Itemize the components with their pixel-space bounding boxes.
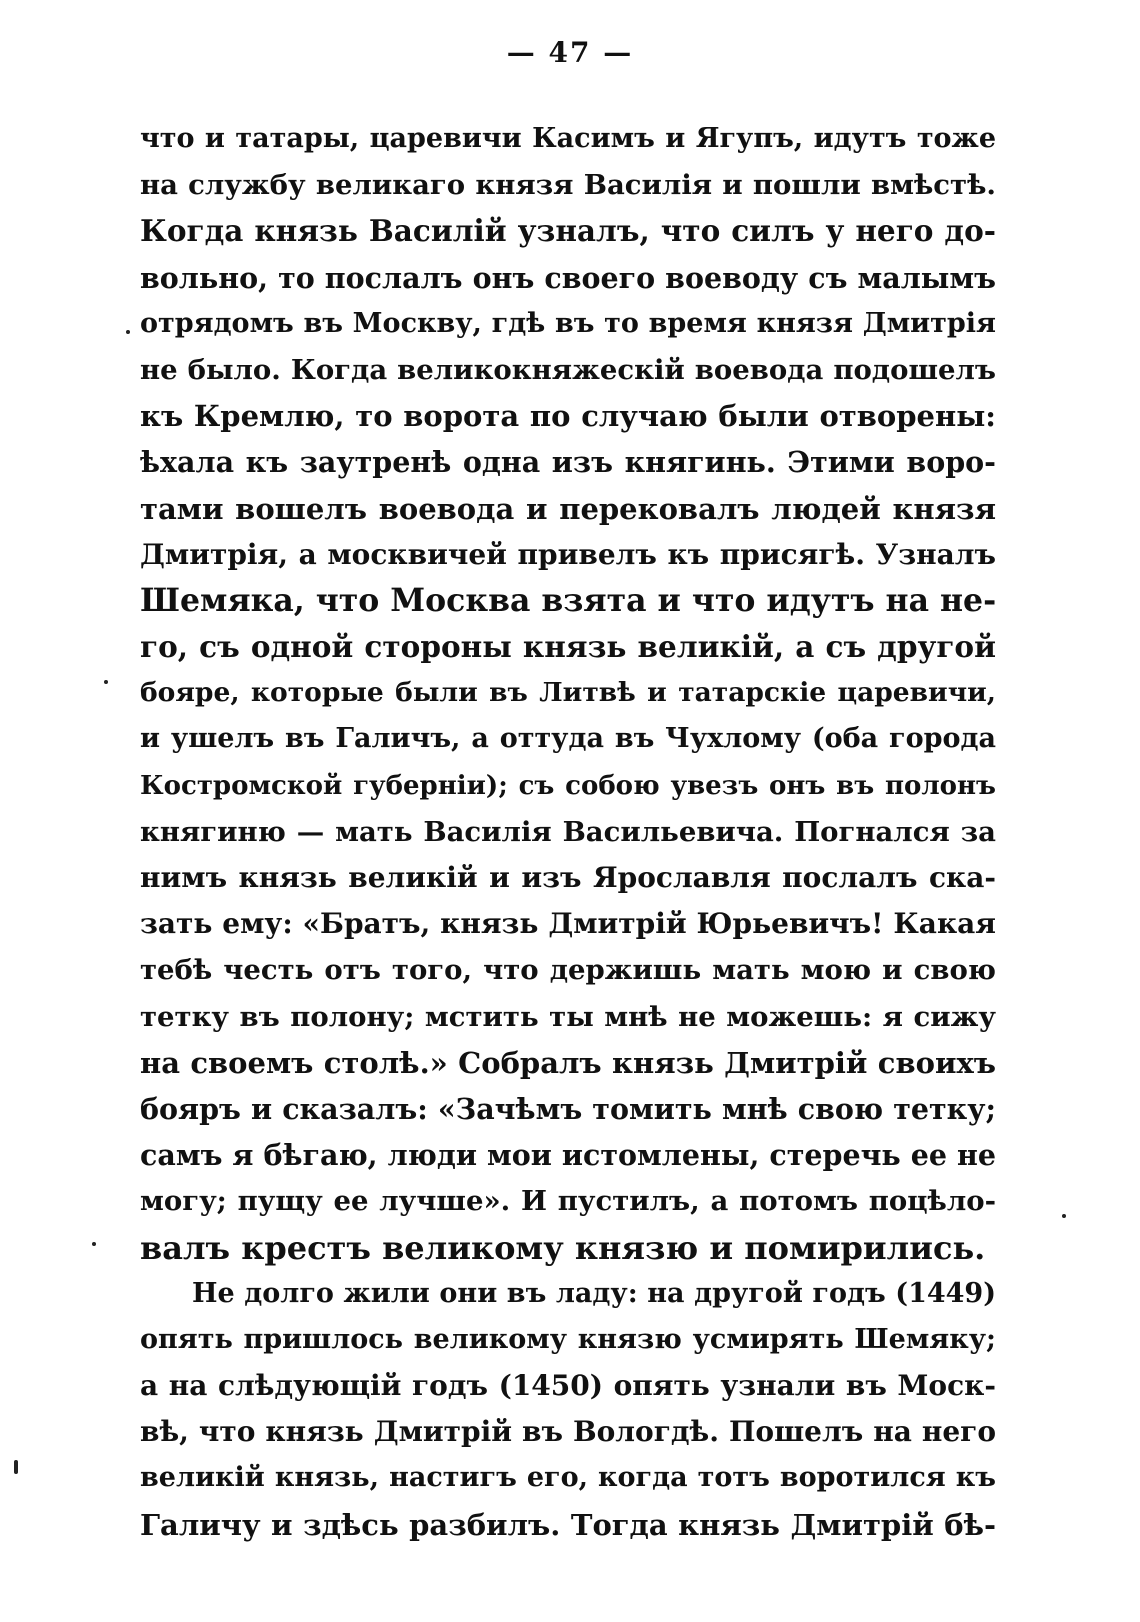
text-line: не было. Когда великокняжескій воевода подошелъ (140, 353, 996, 386)
text-line: и ушелъ въ Галичъ, а оттуда въ Чухлому (оба города (140, 723, 996, 755)
text-line: тами вошелъ воевода и перековалъ людей князя (140, 491, 996, 526)
body-text (140, 116, 996, 1548)
text-line: самъ я бѣгаю, люди мои истомлены, стеречь ее не (140, 1138, 996, 1173)
paragraph-end-line: валъ крестъ великому князю и помирились. (140, 1228, 986, 1267)
paragraph-start-line: Не долго жили они въ ладу: на другой годъ (1449) (192, 1277, 996, 1309)
text-line: на службу великаго князя Василія и пошли вмѣстѣ. (140, 169, 996, 202)
text-line: великій князь, настигъ его, когда тотъ воротился къ (140, 1462, 996, 1494)
scan-speck (104, 680, 108, 684)
text-line: вольно, то послалъ онъ своего воеводу съ малымъ (140, 260, 996, 295)
text-line: могу; пущу ее лучше». И пустилъ, а потомъ поцѣло- (140, 1185, 996, 1218)
text-line: бояръ и сказалъ: «Зачѣмъ томить мнѣ свою тетку; (140, 1091, 996, 1126)
text-line: Шемяка, что Москва взята и что идутъ на не- (140, 581, 996, 619)
text-line: тебѣ честь отъ того, что держишь мать мою и свою (140, 954, 996, 987)
text-line: бояре, которые были въ Литвѣ и татарскіе царевичи, (140, 677, 996, 709)
scan-speck (126, 330, 130, 334)
text-line: Когда князь Василій узналъ, что силъ у него до- (140, 213, 996, 249)
text-line: го, съ одной стороны князь великій, а съ другой (140, 629, 996, 665)
text-line: нимъ князь великій и изъ Ярославля послалъ ска- (140, 861, 996, 894)
text-line: а на слѣдующій годъ (1450) опять узнали въ Моск- (140, 1369, 996, 1403)
text-line: Галичу и здѣсь разбилъ. Тогда князь Дмитрій бѣ- (140, 1507, 996, 1542)
text-line: ѣхала къ заутренѣ одна изъ княгинь. Этими воро- (140, 445, 996, 480)
text-line: опять пришлось великому князю усмирять Шемяку; (140, 1323, 996, 1355)
text-line: къ Кремлю, то ворота по случаю были отворены: (140, 399, 996, 434)
text-line: Костромской губерніи); съ собою увезъ онъ въ полонъ (140, 770, 996, 801)
text-line: отрядомъ въ Москву, гдѣ въ то время князя Дмитрія (140, 307, 996, 339)
text-line: княгиню — мать Василія Васильевича. Погнался за (140, 815, 996, 848)
scan-speck (92, 1242, 96, 1246)
scan-speck (14, 1460, 18, 1474)
text-line: вѣ, что князь Дмитрій въ Вологдѣ. Пошелъ на него (140, 1415, 996, 1449)
text-line: зать ему: «Братъ, князь Дмитрій Юрьевичъ! Какая (140, 907, 996, 941)
text-line: Дмитрія, а москвичей привелъ къ присягѣ. Узналъ (140, 537, 996, 571)
text-line: тетку въ полону; мстить ты мнѣ не можешь: я сижу (140, 1000, 996, 1033)
page-number: — 47 — (506, 36, 634, 69)
text-line: что и татары, царевичи Касимъ и Ягупъ, идутъ тоже (140, 123, 996, 154)
scan-speck (1062, 1214, 1066, 1218)
text-line: на своемъ столѣ.» Собралъ князь Дмитрій своихъ (140, 1045, 996, 1080)
